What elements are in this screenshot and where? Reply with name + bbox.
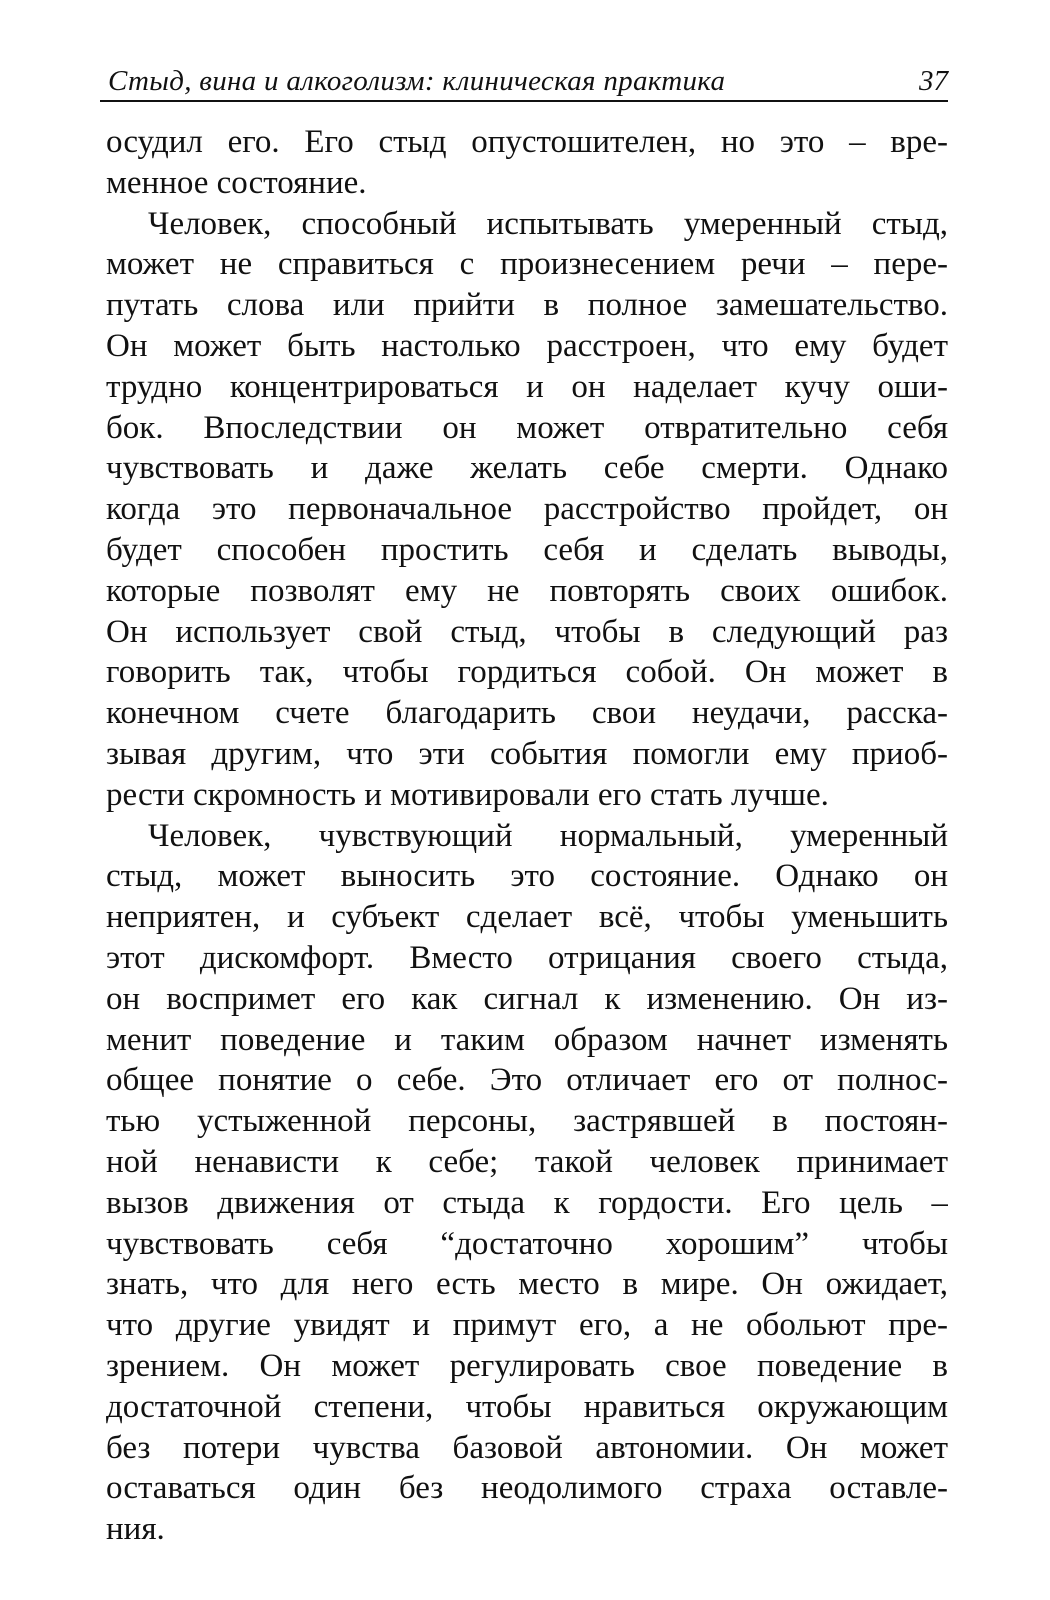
text-line: путать слова или прийти в полное замешательство. xyxy=(106,287,948,324)
text-line: вызов движения от стыда к гордости. Его цель – xyxy=(106,1184,948,1221)
text-line: общее понятие о себе. Это отличает его от полнос- xyxy=(106,1062,948,1099)
text-line: он воспримет его как сигнал к изменению. Он из- xyxy=(106,980,948,1017)
text-line: без потери чувства базовой автономии. Он может xyxy=(106,1429,948,1466)
text-line: тью устыженной персоны, застрявшей в постоян- xyxy=(106,1103,948,1140)
text-line: чувствовать и даже желать себе смерти. Однако xyxy=(106,450,948,487)
running-title: Стыд, вина и алкоголизм: клиническая практика xyxy=(108,65,726,97)
text-line: ния. xyxy=(106,1511,165,1548)
text-line: Он может быть настолько расстроен, что ему будет xyxy=(106,327,948,364)
text-line: стыд, может выносить это состояние. Однако он xyxy=(106,858,948,895)
text-line: достаточной степени, чтобы нравиться окружающим xyxy=(106,1388,948,1425)
text-line: чувствовать себя “достаточно хорошим” чтобы xyxy=(106,1225,948,1262)
text-line: когда это первоначальное расстройство пройдет, он xyxy=(106,491,948,528)
text-line: говорить так, чтобы гордиться собой. Он может в xyxy=(106,654,948,691)
text-line: зывая другим, что эти события помогли ему приоб- xyxy=(106,735,948,772)
text-line: этот дискомфорт. Вместо отрицания своего стыда, xyxy=(106,939,948,976)
text-line: менное состояние. xyxy=(106,164,367,201)
text-line: конечном счете благодарить свои неудачи, расска- xyxy=(106,695,948,732)
text-line: Он использует свой стыд, чтобы в следующий раз xyxy=(106,613,948,650)
running-header xyxy=(100,58,948,102)
text-line: будет способен простить себя и сделать выводы, xyxy=(106,531,948,568)
text-line: оставаться один без неодолимого страха оставле- xyxy=(106,1470,948,1507)
text-line: менит поведение и таким образом начнет изменять xyxy=(106,1021,948,1058)
text-line: Человек, чувствующий нормальный, умеренный xyxy=(148,817,948,854)
text-line: осудил его. Его стыд опустошителен, но это – вре- xyxy=(106,124,948,160)
body-text xyxy=(106,122,948,1550)
text-line: ной ненависти к себе; такой человек принимает xyxy=(106,1143,948,1180)
text-line: Человек, способный испытывать умеренный стыд, xyxy=(148,205,948,242)
text-line: зрением. Он может регулировать свое поведение в xyxy=(106,1347,948,1384)
text-line: может не справиться с произнесением речи – пере- xyxy=(106,246,948,283)
page-number: 37 xyxy=(919,65,948,97)
text-line: рести скромность и мотивировали его стать лучше. xyxy=(106,776,829,813)
text-line: неприятен, и субъект сделает всё, чтобы уменьшить xyxy=(106,899,948,936)
text-line: знать, что для него есть место в мире. Он ожидает, xyxy=(106,1266,948,1303)
text-line: трудно концентрироваться и он наделает кучу оши- xyxy=(106,368,948,405)
text-line: что другие увидят и примут его, а не обольют пре- xyxy=(106,1307,948,1344)
text-line: которые позволят ему не повторять своих ошибок. xyxy=(106,572,948,609)
text-line: бок. Впоследствии он может отвратительно себя xyxy=(106,409,948,446)
